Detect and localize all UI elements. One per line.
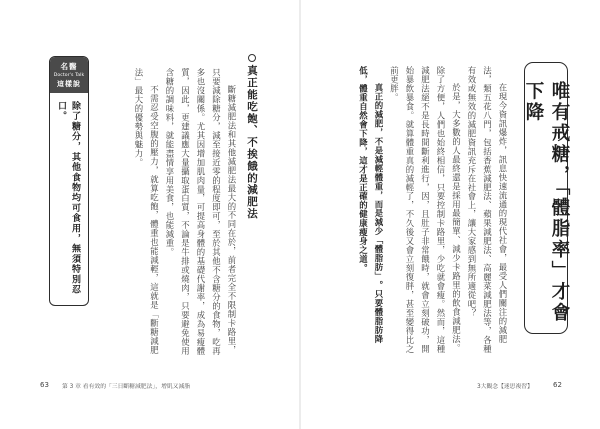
right-page-body: [342, 66, 510, 356]
section-heading-text: 真正能吃飽、不挨餓的減肥法: [246, 65, 258, 220]
left-page-number: 63: [40, 381, 49, 389]
doctors-talk-box: [49, 56, 89, 306]
section-bullet-icon: [248, 54, 256, 62]
page-gutter: [299, 0, 301, 429]
chapter-title-box: [524, 62, 568, 334]
right-paragraph-3: 真正的減肥，不是減輕體重，而是減少「體脂肪」。只要體脂肪降低，體重自然會下降，這才是正確的健康瘦身之道。: [358, 66, 384, 344]
chapter-title: 唯有戒糖，「體脂率」才會下降: [523, 81, 570, 324]
left-paragraph-2: 不需忍受空腹的壓力，就算吃飽，體重也能減輕，這就是「斷糖減肥法」最大的優勢與魅力。: [134, 68, 160, 355]
left-paragraph-1: 斷糖減肥法和其他減肥法最大的不同在於，前者完全不限制卡路里，只要減除糖分，減至接近零的程度即可，至於其他不含糖分的食物，吃再多也沒關係。尤其因增加肌肉量，可提高身體的基礎代謝率，成為易瘦體質，因此，更建議應大量攝取蛋白質，不論是牛排或燒肉，只要避免使用含糖的調味料，就能盡情享用美食，也能減重。: [165, 68, 237, 356]
doctors-talk-tag: [50, 57, 88, 93]
section-heading: [244, 54, 262, 294]
right-paragraph-1: 在現今資訊爆炸，訊息快速流通的現代社會，最受人們關注的減肥法，類五花八門，包括香蕉減肥法、蘋果減肥法、高麗菜減肥法等，各種有效或無效的減肥資訊充斥在社會上，讓大家感到無所適從吧？: [467, 66, 508, 354]
doctors-talk-title2: 這樣說: [57, 80, 81, 88]
doctors-talk-text: 除了糖分，其他食物均可食用，無須特別忍口。: [56, 101, 80, 295]
doctors-talk-title: 名醫: [60, 62, 78, 71]
right-footer-label: 3大觀念【迷思複習】: [477, 384, 533, 390]
doctors-talk-subtitle: Doctor's Talk: [53, 73, 85, 78]
right-paragraph-2: 於是，大多數的人最終還是採用最簡單、減少卡路里的飲食減肥法。除了方便，人們也始終相信，只要控制卡路里，少吃就會瘦。然而，這種減肥法絕不是長時間斷利進行，因，且肚子非常餓時，就會立刻破功，開始暴飲暴食。就算體重真的減輕了，不久後又會立刻復胖，甚至變得比之前更胖。: [389, 66, 462, 354]
left-footer-label: 第 3 章 看有效的「三日斷糖減肥法」，增肌又減脂: [62, 384, 191, 390]
left-page-body: [117, 68, 239, 358]
right-page-number: 62: [553, 381, 562, 389]
